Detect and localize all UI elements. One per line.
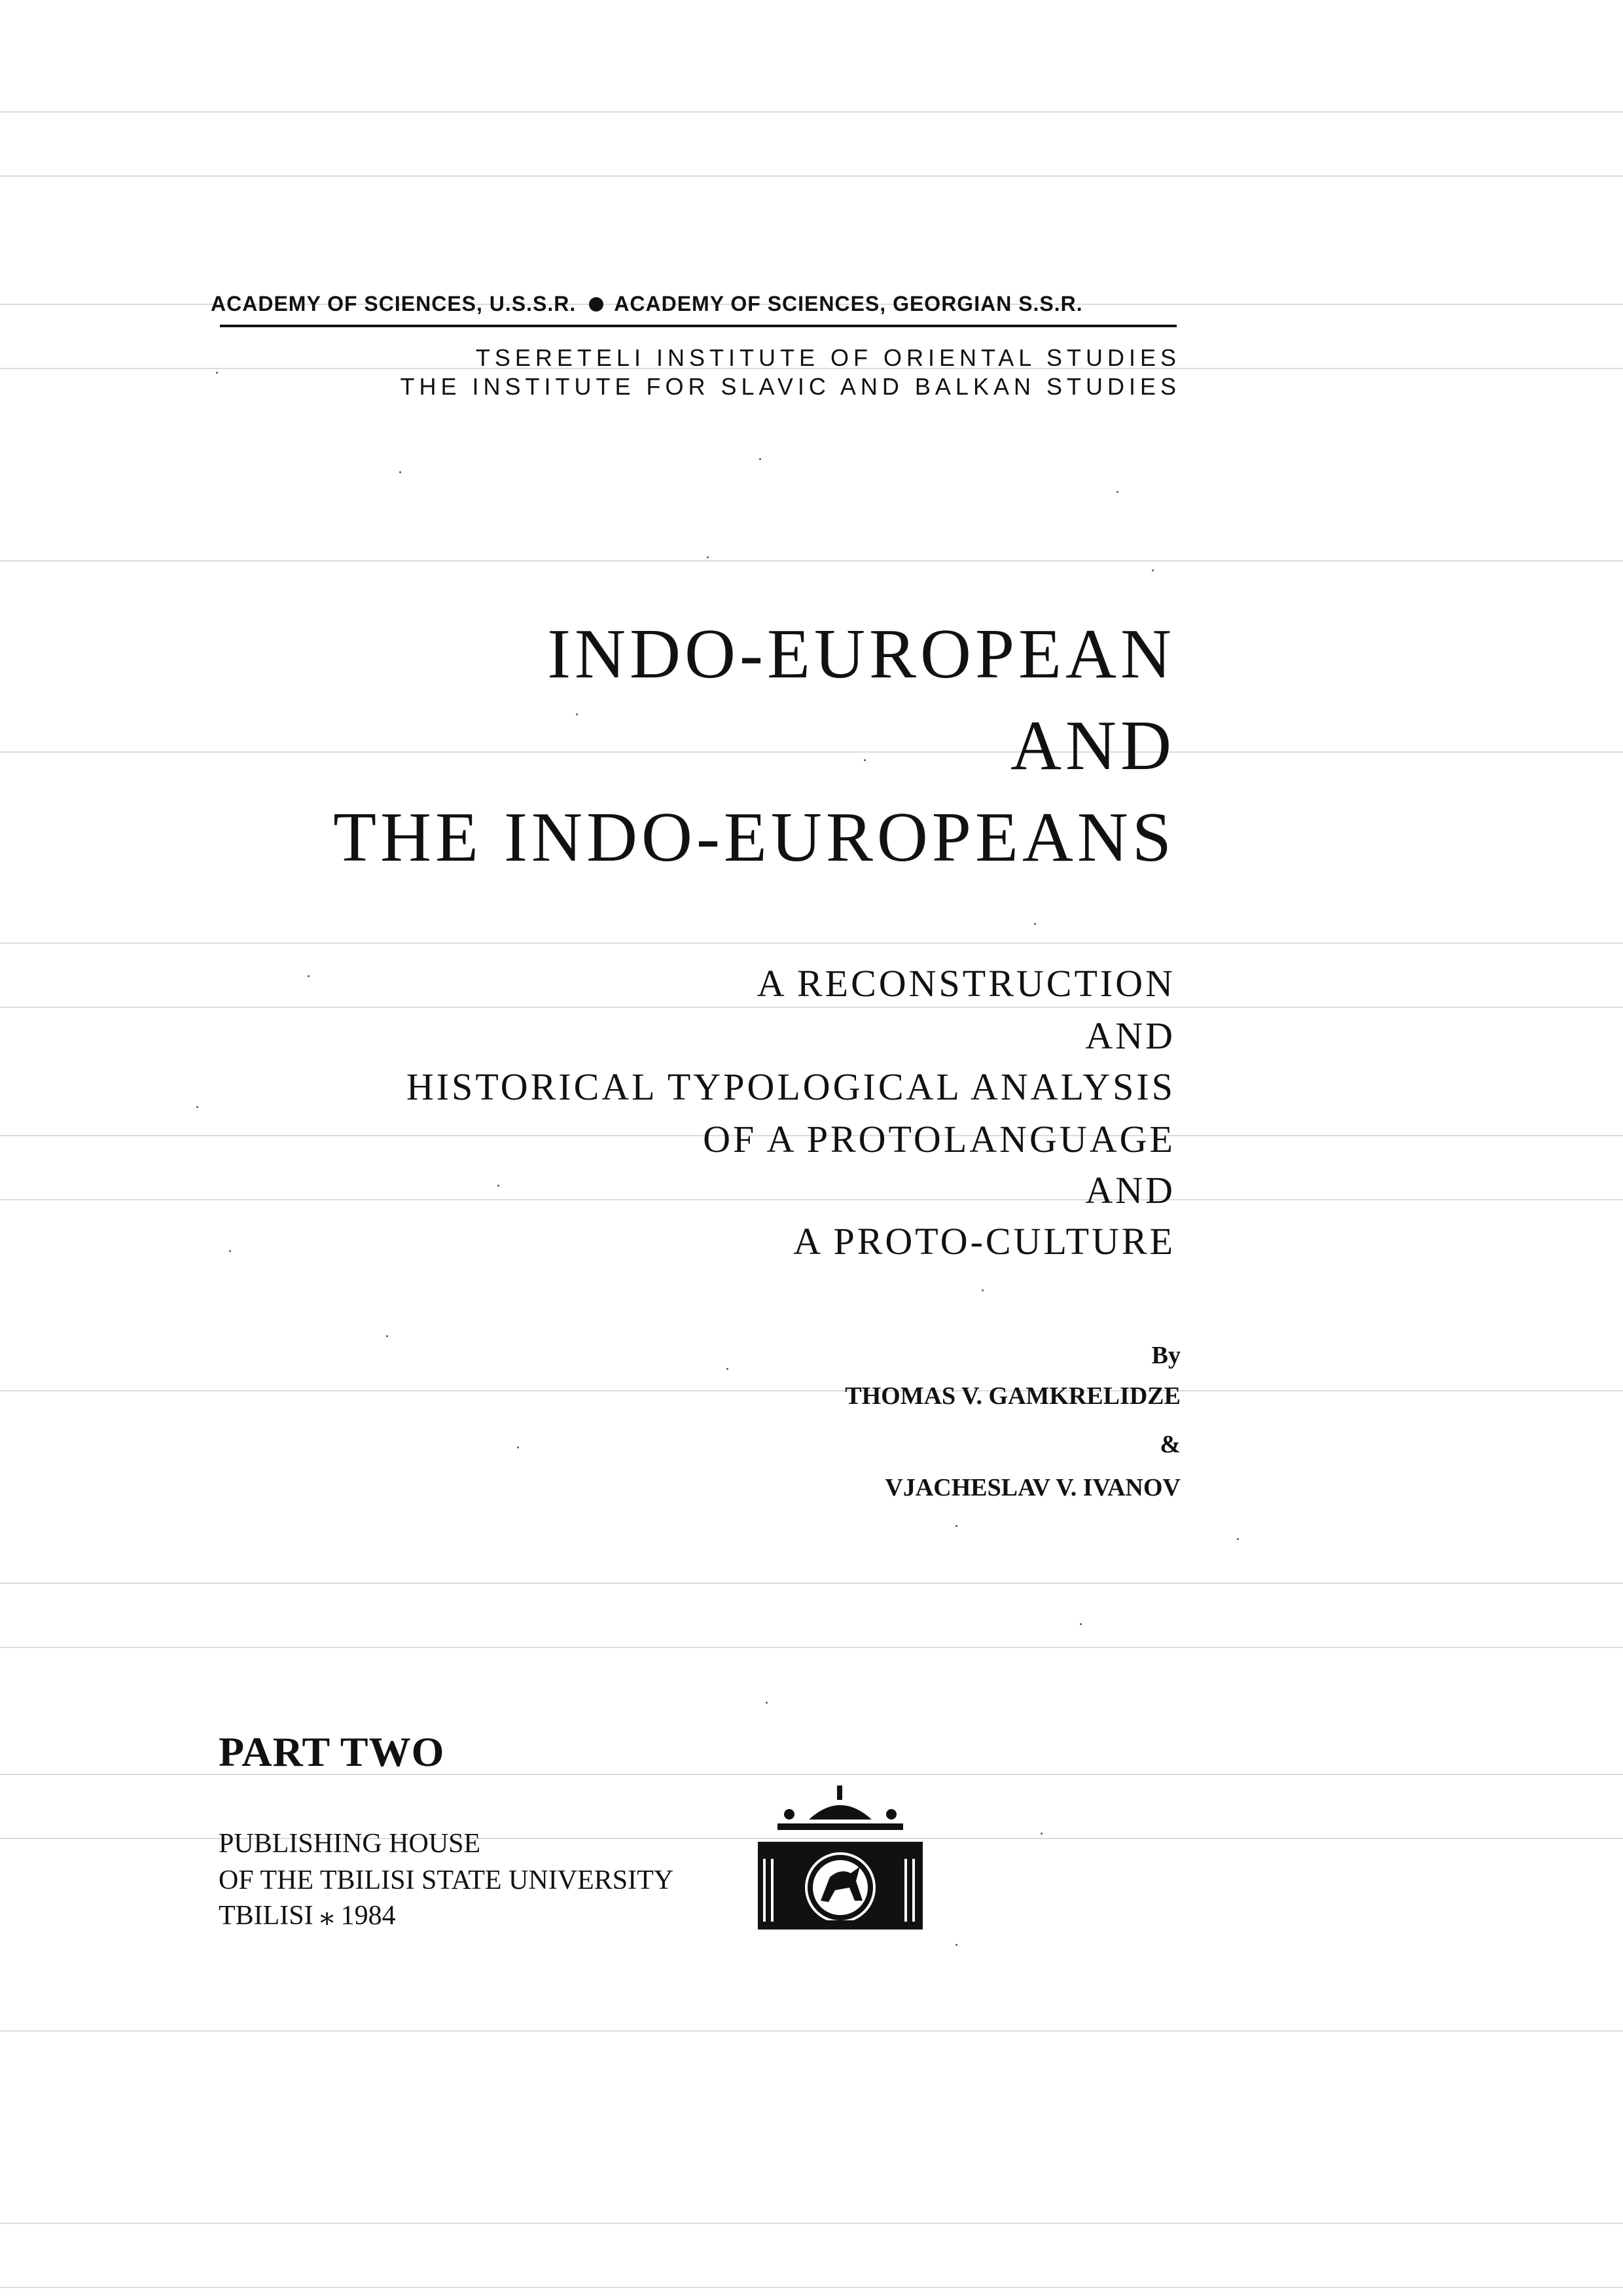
scan-speck — [216, 372, 218, 374]
scan-speck — [1034, 923, 1036, 925]
scan-speck — [1041, 1833, 1043, 1835]
author-gamkrelidze: THOMAS V. GAMKRELIDZE — [845, 1382, 1181, 1410]
scan-speck — [1152, 569, 1154, 571]
header-rule — [220, 325, 1177, 327]
subtitle-line-2: AND — [1085, 1014, 1175, 1057]
publisher-line-2: OF THE TBILISI STATE UNIVERSITY — [219, 1865, 674, 1895]
subtitle-line-3: HISTORICAL TYPOLOGICAL ANALYSIS — [406, 1066, 1175, 1108]
title-line-3: THE INDO-EUROPEANS — [333, 798, 1175, 876]
subtitle-line-1: A RECONSTRUCTION — [757, 962, 1175, 1005]
scan-speck — [517, 1446, 519, 1448]
scan-speck — [399, 471, 401, 473]
scan-speck — [196, 1106, 198, 1108]
by-label: By — [1151, 1342, 1181, 1369]
ampersand: & — [1160, 1431, 1181, 1458]
academy-ussr: ACADEMY OF SCIENCES, U.S.S.R. — [211, 292, 577, 315]
guide-line — [0, 2287, 1623, 2288]
guide-line — [0, 942, 1623, 944]
scan-speck — [386, 1335, 388, 1337]
guide-line — [0, 1647, 1623, 1648]
bullet-icon — [589, 297, 603, 312]
subtitle-line-5: AND — [1085, 1169, 1175, 1211]
guide-line — [0, 2223, 1623, 2224]
guide-line — [0, 1390, 1623, 1391]
scan-speck — [1237, 1538, 1239, 1540]
guide-line — [0, 1199, 1623, 1200]
scan-speck — [707, 556, 709, 558]
academy-line — [211, 292, 1177, 316]
scan-speck — [497, 1185, 499, 1187]
title-line-1: INDO-EUROPEAN — [547, 615, 1175, 693]
academy-georgian: ACADEMY OF SCIENCES, GEORGIAN S.S.R. — [614, 292, 1083, 315]
scan-speck — [1080, 1623, 1082, 1625]
guide-line — [0, 1007, 1623, 1008]
publisher-line-3: TBILISI ⁎ 1984 — [219, 1901, 396, 1931]
scan-speck — [864, 759, 866, 761]
guide-line — [0, 751, 1623, 753]
scan-speck — [726, 1368, 728, 1370]
guide-line — [0, 2030, 1623, 2032]
scan-speck — [955, 1944, 957, 1946]
institute-oriental: TSERETELI INSTITUTE OF ORIENTAL STUDIES — [475, 344, 1181, 371]
part-label: PART TWO — [219, 1729, 445, 1775]
title-line-2: AND — [1010, 707, 1175, 785]
publisher-line-1: PUBLISHING HOUSE — [219, 1829, 481, 1859]
scan-speck — [766, 1702, 768, 1704]
guide-line — [0, 1583, 1623, 1584]
guide-line — [0, 175, 1623, 177]
scan-speck — [308, 975, 310, 977]
university-logo-icon — [758, 1785, 923, 1929]
scan-speck — [955, 1525, 957, 1527]
guide-line — [0, 111, 1623, 113]
subtitle-line-4: OF A PROTOLANGUAGE — [703, 1118, 1175, 1160]
scan-speck — [229, 1250, 231, 1252]
scan-speck — [982, 1289, 984, 1291]
guide-line — [0, 560, 1623, 562]
scan-speck — [576, 713, 578, 715]
institute-slavic: THE INSTITUTE FOR SLAVIC AND BALKAN STUDIES — [400, 373, 1181, 400]
subtitle-line-6: A PROTO-CULTURE — [793, 1220, 1175, 1263]
scan-speck — [1116, 491, 1118, 493]
author-ivanov: VJACHESLAV V. IVANOV — [885, 1474, 1181, 1501]
scan-speck — [759, 458, 761, 460]
